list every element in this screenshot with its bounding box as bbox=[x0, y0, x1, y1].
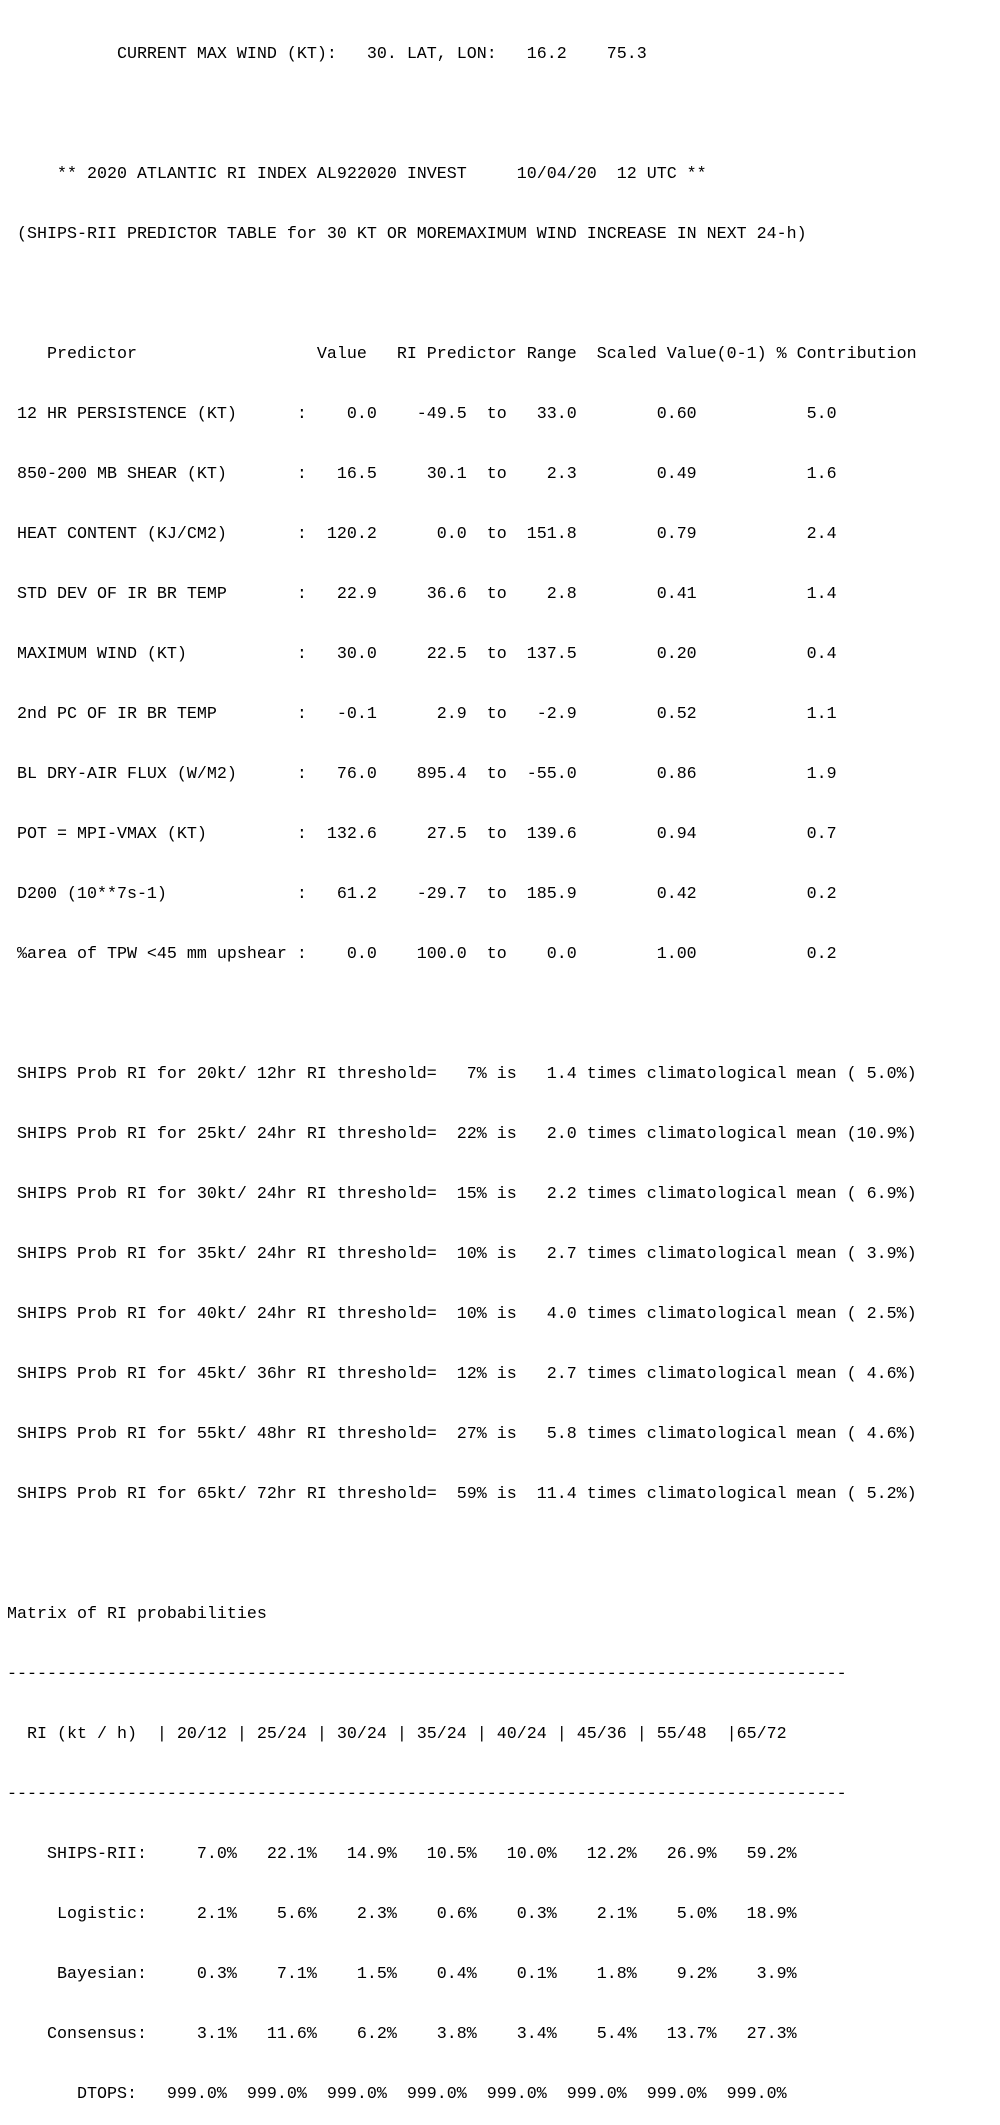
ships-prob-line bbox=[7, 1065, 997, 1085]
matrix-row bbox=[7, 1905, 997, 1925]
ships-prob-text: SHIPS Prob RI for 35kt/ 24hr RI threshold= 10% is 2.7 times climatological mean ( 3.9%) bbox=[7, 1245, 917, 1264]
predictor-row-text: HEAT CONTENT (KJ/CM2) : 120.2 0.0 to 151.8 0.79 2.4 bbox=[7, 525, 837, 544]
predictor-table-header bbox=[7, 345, 997, 365]
predictor-table-header-text: Predictor Value RI Predictor Range Scaled Value(0-1) % Contribution bbox=[7, 345, 917, 364]
matrix-divider-text: ------------------------------------------------------------------------------------ bbox=[7, 1785, 847, 1804]
ships-prob-text: SHIPS Prob RI for 55kt/ 48hr RI threshold= 27% is 5.8 times climatological mean ( 4.6%) bbox=[7, 1425, 917, 1444]
matrix-row-text: SHIPS-RII: 7.0% 22.1% 14.9% 10.5% 10.0% 12.2% 26.9% 59.2% bbox=[7, 1845, 797, 1864]
predictor-row bbox=[7, 405, 997, 425]
ships-prob-line bbox=[7, 1365, 997, 1385]
predictor-row-text: 850-200 MB SHEAR (KT) : 16.5 30.1 to 2.3 0.49 1.6 bbox=[7, 465, 837, 484]
ships-prob-line bbox=[7, 1185, 997, 1205]
predictor-row bbox=[7, 465, 997, 485]
blank-line bbox=[7, 1005, 997, 1025]
predictor-row-text: 2nd PC OF IR BR TEMP : -0.1 2.9 to -2.9 0.52 1.1 bbox=[7, 705, 837, 724]
ships-prob-text: SHIPS Prob RI for 20kt/ 12hr RI threshold= 7% is 1.4 times climatological mean ( 5.0%) bbox=[7, 1065, 917, 1084]
predictor-row-text: BL DRY-AIR FLUX (W/M2) : 76.0 895.4 to -55.0 0.86 1.9 bbox=[7, 765, 837, 784]
ships-prob-text: SHIPS Prob RI for 45kt/ 36hr RI threshold= 12% is 2.7 times climatological mean ( 4.6%) bbox=[7, 1365, 917, 1384]
predictor-row-text: MAXIMUM WIND (KT) : 30.0 22.5 to 137.5 0.20 0.4 bbox=[7, 645, 837, 664]
matrix-row bbox=[7, 2085, 997, 2105]
report-title-text: ** 2020 ATLANTIC RI INDEX AL922020 INVEST 10/04/20 12 UTC ** bbox=[7, 165, 707, 184]
matrix-header bbox=[7, 1725, 997, 1745]
predictor-row bbox=[7, 885, 997, 905]
ships-prob-text: SHIPS Prob RI for 25kt/ 24hr RI threshold= 22% is 2.0 times climatological mean (10.9%) bbox=[7, 1125, 917, 1144]
predictor-row-text: STD DEV OF IR BR TEMP : 22.9 36.6 to 2.8 0.41 1.4 bbox=[7, 585, 837, 604]
ships-prob-line bbox=[7, 1425, 997, 1445]
predictor-row bbox=[7, 825, 997, 845]
ships-prob-line bbox=[7, 1245, 997, 1265]
matrix-header-text: RI (kt / h) | 20/12 | 25/24 | 30/24 | 35/24 | 40/24 | 45/36 | 55/48 |65/72 bbox=[7, 1725, 787, 1744]
predictor-row bbox=[7, 645, 997, 665]
matrix-title-text: Matrix of RI probabilities bbox=[7, 1605, 267, 1624]
matrix-divider bbox=[7, 1665, 997, 1685]
matrix-title bbox=[7, 1605, 997, 1625]
matrix-row bbox=[7, 1965, 997, 1985]
current-max-wind-text: CURRENT MAX WIND (KT): 30. LAT, LON: 16.2 75.3 bbox=[7, 45, 647, 64]
matrix-row-text: Logistic: 2.1% 5.6% 2.3% 0.6% 0.3% 2.1% 5.0% 18.9% bbox=[7, 1905, 797, 1924]
matrix-row-text: DTOPS: 999.0% 999.0% 999.0% 999.0% 999.0% 999.0% 999.0% 999.0% bbox=[7, 2085, 787, 2104]
predictor-row-text: D200 (10**7s-1) : 61.2 -29.7 to 185.9 0.42 0.2 bbox=[7, 885, 837, 904]
predictor-row-text: %area of TPW <45 mm upshear : 0.0 100.0 to 0.0 1.00 0.2 bbox=[7, 945, 837, 964]
predictor-row bbox=[7, 945, 997, 965]
matrix-row bbox=[7, 2025, 997, 2045]
matrix-row bbox=[7, 1845, 997, 1865]
ri-index-report bbox=[7, 5, 997, 2104]
blank-line bbox=[7, 285, 997, 305]
predictor-row bbox=[7, 585, 997, 605]
report-subtitle-text: (SHIPS-RII PREDICTOR TABLE for 30 KT OR MOREMAXIMUM WIND INCREASE IN NEXT 24-h) bbox=[7, 225, 807, 244]
current-max-wind-line bbox=[7, 45, 997, 65]
matrix-divider bbox=[7, 1785, 997, 1805]
report-title-line bbox=[7, 165, 997, 185]
report-subtitle-line bbox=[7, 225, 997, 245]
predictor-row-text: 12 HR PERSISTENCE (KT) : 0.0 -49.5 to 33.0 0.60 5.0 bbox=[7, 405, 837, 424]
ships-prob-line bbox=[7, 1125, 997, 1145]
ships-prob-text: SHIPS Prob RI for 65kt/ 72hr RI threshold= 59% is 11.4 times climatological mean ( 5.2%) bbox=[7, 1485, 917, 1504]
matrix-divider-text: ------------------------------------------------------------------------------------ bbox=[7, 1665, 847, 1684]
matrix-row-text: Consensus: 3.1% 11.6% 6.2% 3.8% 3.4% 5.4% 13.7% 27.3% bbox=[7, 2025, 797, 2044]
predictor-row bbox=[7, 765, 997, 785]
predictor-row bbox=[7, 705, 997, 725]
blank-line bbox=[7, 1545, 997, 1565]
ships-prob-text: SHIPS Prob RI for 40kt/ 24hr RI threshold= 10% is 4.0 times climatological mean ( 2.5%) bbox=[7, 1305, 917, 1324]
ships-prob-text: SHIPS Prob RI for 30kt/ 24hr RI threshold= 15% is 2.2 times climatological mean ( 6.9%) bbox=[7, 1185, 917, 1204]
blank-line bbox=[7, 105, 997, 125]
matrix-row-text: Bayesian: 0.3% 7.1% 1.5% 0.4% 0.1% 1.8% 9.2% 3.9% bbox=[7, 1965, 797, 1984]
predictor-row bbox=[7, 525, 997, 545]
ships-prob-line bbox=[7, 1305, 997, 1325]
ships-prob-line bbox=[7, 1485, 997, 1505]
predictor-row-text: POT = MPI-VMAX (KT) : 132.6 27.5 to 139.6 0.94 0.7 bbox=[7, 825, 837, 844]
